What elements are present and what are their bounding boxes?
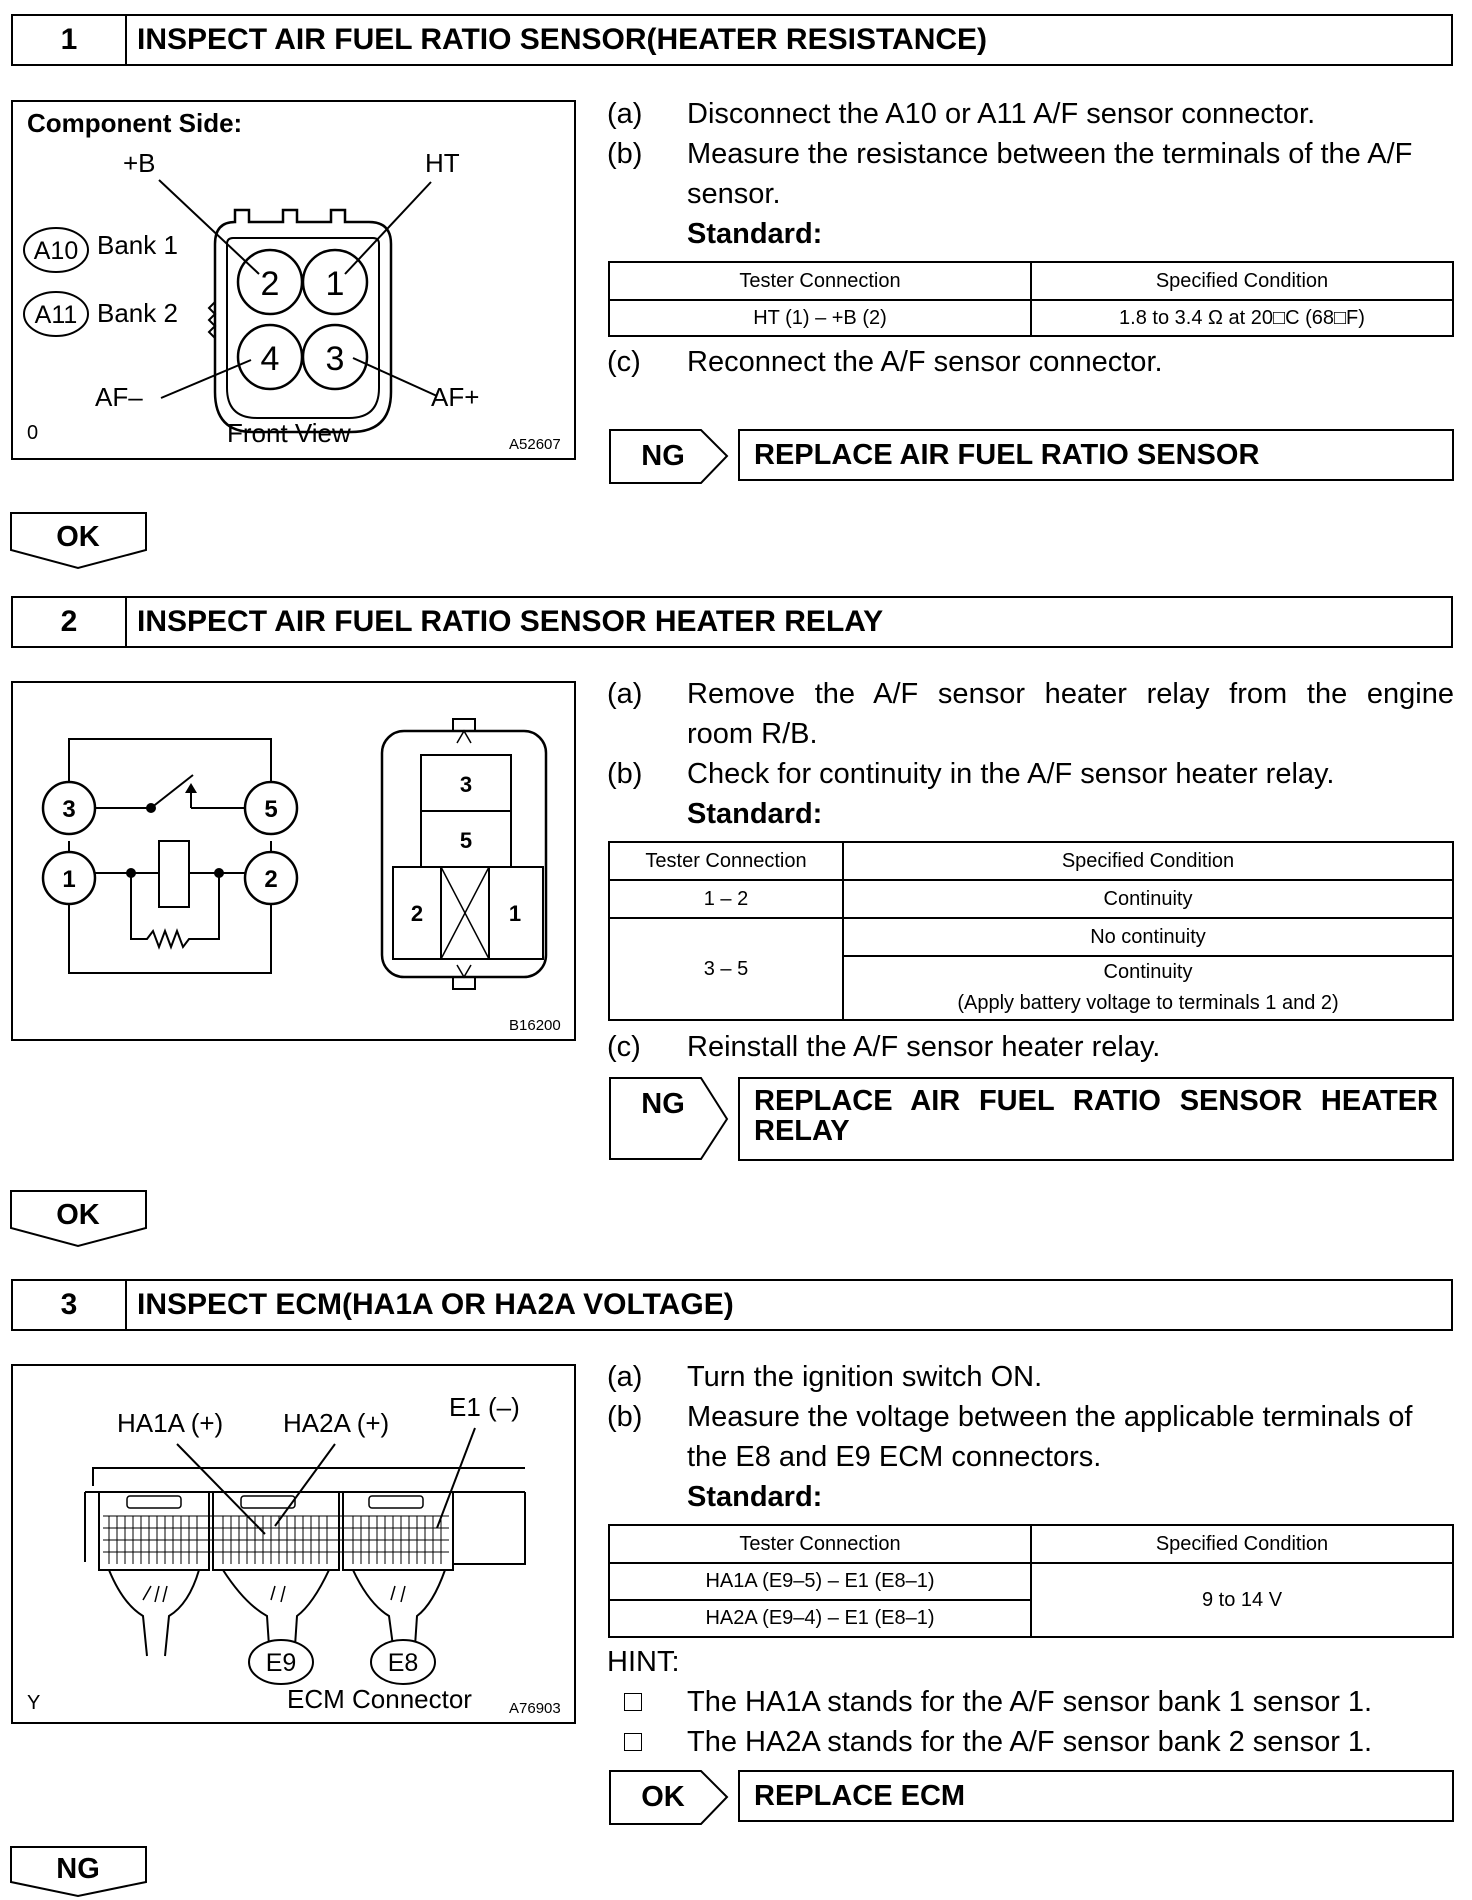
figure-af-sensor-connector — [11, 100, 576, 460]
step-1-result-tag: NG — [641, 440, 685, 472]
hint-item: The HA2A stands for the A/F sensor bank 2 sensor 1. — [687, 1726, 1373, 1758]
figure-ecm-connector — [11, 1364, 576, 1724]
label-af-plus: AF+ — [431, 382, 480, 412]
table-header: Specified Condition — [1031, 262, 1453, 300]
harness-2 — [223, 1570, 329, 1646]
pin-2-label: 2 — [260, 265, 280, 303]
step-3-result-tag: OK — [641, 1781, 685, 1813]
table-cell: 3 – 5 — [609, 918, 843, 1020]
harness-1 — [109, 1570, 199, 1656]
bullet-box-icon — [624, 1733, 642, 1751]
relay-terminal-3: 3 — [459, 772, 473, 797]
step-3-b-text-cont: the E8 and E9 ECM connectors. — [687, 1441, 1102, 1473]
circuit-top-wire — [69, 739, 271, 811]
relay-terminal-1: 1 — [508, 901, 522, 926]
step-2-standard-label: Standard: — [687, 798, 823, 830]
connector-block-2 — [213, 1492, 339, 1570]
pin-3-label: 3 — [325, 340, 345, 378]
table-cell: HA1A (E9–5) – E1 (E8–1) — [609, 1563, 1031, 1600]
table-header: Tester Connection — [609, 842, 843, 880]
step-1-c-marker: (c) — [607, 346, 641, 378]
figure-id: A52607 — [509, 436, 561, 453]
step-2-result-box — [738, 1077, 1454, 1161]
step-1-b-text: Measure the resistance between the terminals of the A/F — [687, 138, 1413, 170]
table-cell — [843, 956, 1453, 1020]
label-a10: A10 — [33, 237, 79, 265]
pin-4-label: 4 — [260, 340, 280, 378]
table-cell: 1 – 2 — [609, 880, 843, 918]
figure-id: B16200 — [509, 1017, 561, 1034]
relay-terminal-2: 2 — [410, 901, 424, 926]
label-e8: E8 — [387, 1649, 419, 1677]
terminal-2: 2 — [264, 866, 278, 893]
step-2-c-text: Reinstall the A/F sensor heater relay. — [687, 1031, 1161, 1063]
label-e1: E1 (–) — [449, 1392, 520, 1422]
table-cell: Continuity — [843, 880, 1453, 918]
step-3-standard-label: Standard: — [687, 1481, 823, 1513]
pin-1-label: 1 — [325, 265, 345, 303]
step-3-b-text: Measure the voltage between the applicable terminals of — [687, 1401, 1413, 1433]
step-2-result-tag: NG — [641, 1088, 685, 1120]
table-header: Tester Connection — [609, 262, 1031, 300]
step-2-b-marker: (b) — [607, 758, 643, 790]
leader-ht — [345, 182, 431, 274]
step-1-result-box: REPLACE AIR FUEL RATIO SENSOR — [738, 429, 1454, 481]
connector-block-3 — [343, 1492, 453, 1570]
step-3-header — [11, 1279, 1453, 1331]
label-a11: A11 — [34, 301, 78, 329]
table-header: Tester Connection — [609, 1525, 1031, 1563]
figure-id: A76903 — [509, 1700, 561, 1717]
step-2-continue-tag: OK — [56, 1199, 100, 1231]
leader-af-minus — [161, 360, 251, 398]
label-bank-2: Bank 2 — [97, 298, 178, 328]
terminal-3: 3 — [62, 796, 76, 823]
label-ecm-connector: ECM Connector — [287, 1684, 472, 1714]
figure-heater-relay — [11, 681, 576, 1041]
step-2-header — [11, 596, 1453, 648]
table-cell-note: (Apply battery voltage to terminals 1 and 2) — [957, 992, 1339, 1014]
step-3-spec-table — [608, 1524, 1454, 1638]
label-e9: E9 — [265, 1649, 297, 1677]
step-1-b-marker: (b) — [607, 138, 643, 170]
step-2-a-marker: (a) — [607, 678, 643, 710]
terminal-1: 1 — [62, 866, 76, 893]
table-cell: HA2A (E9–4) – E1 (E8–1) — [609, 1600, 1031, 1637]
table-header: Specified Condition — [843, 842, 1453, 880]
connector-housing — [215, 210, 391, 432]
connector-block-1 — [99, 1492, 209, 1570]
result-line-2: RELAY — [754, 1115, 850, 1147]
connector-diagram — [13, 102, 578, 462]
harness-3 — [353, 1570, 445, 1646]
table-cell: No continuity — [843, 918, 1453, 956]
step-1-a-text: Disconnect the A10 or A11 A/F sensor connector. — [687, 98, 1316, 130]
relay-coil — [159, 841, 189, 907]
table-cell: HT (1) – +B (2) — [609, 300, 1031, 336]
figure-corner-mark: Y — [27, 1692, 41, 1714]
step-title: INSPECT AIR FUEL RATIO SENSOR(HEATER RESISTANCE) — [137, 23, 988, 56]
step-2-c-marker: (c) — [607, 1031, 641, 1063]
step-2-a-text-cont: room R/B. — [687, 718, 818, 750]
label-ha1a: HA1A (+) — [117, 1408, 224, 1438]
step-2-a-text: Remove the A/F sensor heater relay from the engine — [687, 678, 1454, 710]
table-cell: 9 to 14 V — [1031, 1563, 1453, 1637]
table-header: Specified Condition — [1031, 1525, 1453, 1563]
step-1-spec-table — [608, 261, 1454, 337]
step-title: INSPECT ECM(HA1A OR HA2A VOLTAGE) — [137, 1288, 734, 1321]
leader-e1 — [437, 1428, 475, 1528]
relay-terminal-5: 5 — [459, 828, 473, 853]
ecm-diagram — [13, 1366, 578, 1726]
figure-corner-mark: 0 — [27, 422, 39, 444]
label-bank-1: Bank 1 — [97, 230, 178, 260]
label-ht: HT — [425, 148, 460, 178]
leader-b-plus — [159, 180, 259, 274]
leader-af-plus — [353, 358, 437, 396]
step-1-header — [11, 14, 1453, 66]
step-3-b-marker: (b) — [607, 1401, 643, 1433]
step-1-c-text: Reconnect the A/F sensor connector. — [687, 346, 1163, 378]
step-title: INSPECT AIR FUEL RATIO SENSOR HEATER RELAY — [137, 605, 884, 638]
label-af-minus: AF– — [95, 382, 143, 412]
step-3-a-marker: (a) — [607, 1361, 643, 1393]
hint-label: HINT: — [607, 1646, 680, 1678]
step-1-standard-label: Standard: — [687, 218, 823, 250]
step-1-continue-tag: OK — [56, 521, 100, 553]
hint-item: The HA1A stands for the A/F sensor bank 1 sensor 1. — [687, 1686, 1373, 1718]
step-2-b-text: Check for continuity in the A/F sensor heater relay. — [687, 758, 1335, 790]
table-cell-line: Continuity — [1103, 961, 1193, 983]
step-3-result-box: REPLACE ECM — [738, 1770, 1454, 1822]
step-number: 1 — [13, 16, 127, 64]
step-3-continue-tag: NG — [56, 1853, 100, 1885]
step-1-a-marker: (a) — [607, 98, 643, 130]
step-3-a-text: Turn the ignition switch ON. — [687, 1361, 1043, 1393]
table-cell: 1.8 to 3.4 Ω at 20□C (68□F) — [1031, 300, 1453, 336]
label-ha2a: HA2A (+) — [283, 1408, 390, 1438]
bullet-box-icon — [624, 1693, 642, 1711]
label-front-view: Front View — [227, 418, 351, 448]
step-1-b-text-cont: sensor. — [687, 178, 781, 210]
figure-heading: Component Side: — [27, 108, 243, 138]
terminal-5: 5 — [264, 796, 278, 823]
relay-circuit-diagram — [13, 683, 578, 1043]
step-number: 3 — [13, 1281, 127, 1329]
label-b-plus: +B — [123, 148, 156, 178]
step-number: 2 — [13, 598, 127, 646]
result-line-1: REPLACE AIR FUEL RATIO SENSOR HEATER — [754, 1085, 1438, 1117]
step-2-spec-table — [608, 841, 1454, 1021]
